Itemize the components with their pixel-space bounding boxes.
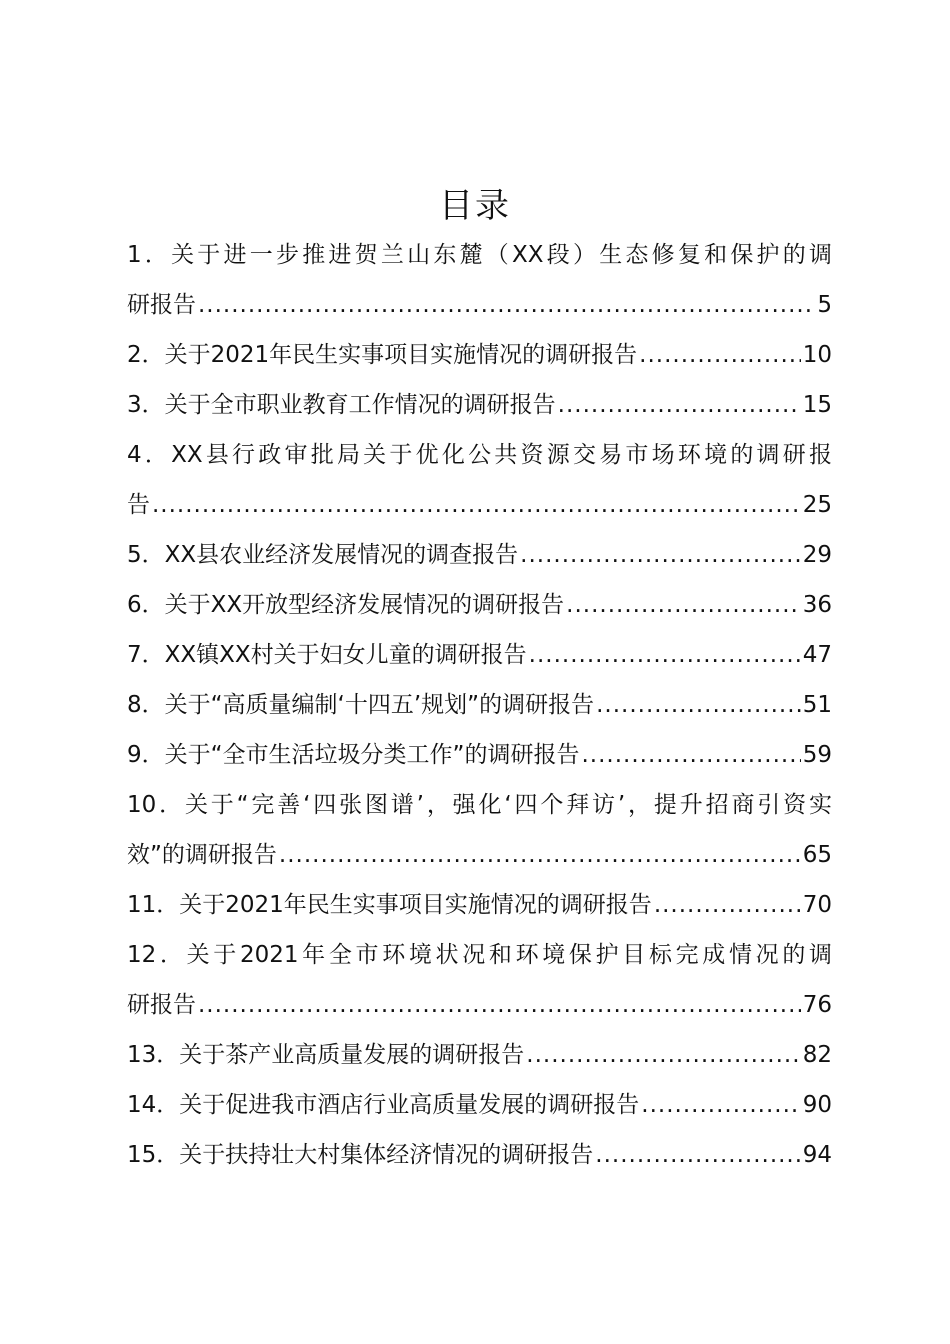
dot-leader <box>558 380 801 430</box>
dot-leader <box>639 330 801 380</box>
dot-leader <box>596 680 801 730</box>
toc-entry-text: 15．关于扶持壮大村集体经济情况的调研报告 <box>127 1142 594 1168</box>
toc-entry <box>127 230 832 330</box>
toc-page-number: 25 <box>802 492 832 518</box>
dot-leader <box>566 580 801 630</box>
toc-entry-text: 告 <box>127 492 150 518</box>
toc-page-number: 47 <box>802 642 832 668</box>
dot-leader <box>198 980 801 1030</box>
toc-entry-line <box>127 480 832 530</box>
dot-leader <box>198 280 815 330</box>
dot-leader <box>641 1080 800 1130</box>
toc-entry-text: 8．关于“高质量编制‘十四五’规划”的调研报告 <box>127 692 595 718</box>
table-of-contents <box>127 230 832 1180</box>
toc-entry <box>127 430 832 530</box>
toc-entry-text: 4．XX县行政审批局关于优化公共资源交易市场环境的调研报 <box>127 442 832 468</box>
toc-page-number: 15 <box>802 392 832 418</box>
toc-entry <box>127 630 832 680</box>
toc-entry-text: 研报告 <box>127 292 196 318</box>
toc-entry-text: 12．关于2021年全市环境状况和环境保护目标完成情况的调 <box>127 942 832 968</box>
toc-entry-line <box>127 1130 832 1180</box>
toc-page-number: 5 <box>817 292 832 318</box>
dot-leader <box>526 1030 800 1080</box>
dot-leader <box>654 880 801 930</box>
dot-leader <box>529 630 801 680</box>
toc-entry <box>127 930 832 1030</box>
toc-entry-line <box>127 880 832 930</box>
toc-entry <box>127 580 832 630</box>
toc-entry-line <box>127 730 832 780</box>
toc-entry-line <box>127 280 832 330</box>
toc-entry <box>127 1080 832 1130</box>
toc-entry-line <box>127 630 832 680</box>
dot-leader <box>520 530 801 580</box>
toc-entry <box>127 1130 832 1180</box>
toc-entry-text: 6．关于XX开放型经济发展情况的调研报告 <box>127 592 565 618</box>
toc-entry-text: 5．XX县农业经济发展情况的调查报告 <box>127 542 519 568</box>
toc-entry-text: 14．关于促进我市酒店行业高质量发展的调研报告 <box>127 1092 640 1118</box>
toc-entry-text: 2．关于2021年民生实事项目实施情况的调研报告 <box>127 342 638 368</box>
toc-entry-line <box>127 1030 832 1080</box>
toc-entry <box>127 780 832 880</box>
toc-entry-text: 13．关于茶产业高质量发展的调研报告 <box>127 1042 525 1068</box>
toc-entry-text: 10．关于“完善‘四张图谱’，强化‘四个拜访’，提升招商引资实 <box>127 792 832 818</box>
toc-entry-line <box>127 380 832 430</box>
toc-entry-line <box>127 580 832 630</box>
toc-entry-text: 9．关于“全市生活垃圾分类工作”的调研报告 <box>127 742 580 768</box>
toc-page-number: 65 <box>802 842 832 868</box>
toc-entry-line <box>127 530 832 580</box>
toc-entry-text: 研报告 <box>127 992 196 1018</box>
toc-entry <box>127 330 832 380</box>
dot-leader <box>279 830 801 880</box>
toc-page-number: 51 <box>802 692 832 718</box>
toc-page-number: 90 <box>802 1092 832 1118</box>
toc-page-number: 70 <box>802 892 832 918</box>
toc-entry-text: 效”的调研报告 <box>127 842 277 868</box>
toc-page-number: 10 <box>802 342 832 368</box>
toc-entry-text: 7．XX镇XX村关于妇女儿童的调研报告 <box>127 642 527 668</box>
toc-entry-text: 3．关于全市职业教育工作情况的调研报告 <box>127 392 556 418</box>
toc-page-number: 59 <box>802 742 832 768</box>
toc-page-number: 36 <box>802 592 832 618</box>
toc-entry-line <box>127 980 832 1030</box>
toc-entry-text: 11．关于2021年民生实事项目实施情况的调研报告 <box>127 892 652 918</box>
dot-leader <box>152 480 801 530</box>
toc-entry <box>127 880 832 930</box>
toc-page-number: 94 <box>802 1142 832 1168</box>
toc-entry <box>127 1030 832 1080</box>
dot-leader <box>581 730 800 780</box>
toc-page-number: 82 <box>802 1042 832 1068</box>
toc-entry <box>127 730 832 780</box>
toc-entry <box>127 380 832 430</box>
toc-page-number: 29 <box>802 542 832 568</box>
toc-entry-line <box>127 680 832 730</box>
dot-leader <box>595 1130 800 1180</box>
toc-entry-line <box>127 1080 832 1130</box>
toc-page-number: 76 <box>802 992 832 1018</box>
toc-entry <box>127 530 832 580</box>
toc-title: 目录 <box>439 186 511 226</box>
toc-entry-line <box>127 830 832 880</box>
toc-entry-line <box>127 330 832 380</box>
toc-entry-text: 1．关于进一步推进贺兰山东麓（XX段）生态修复和保护的调 <box>127 242 832 268</box>
toc-entry <box>127 680 832 730</box>
